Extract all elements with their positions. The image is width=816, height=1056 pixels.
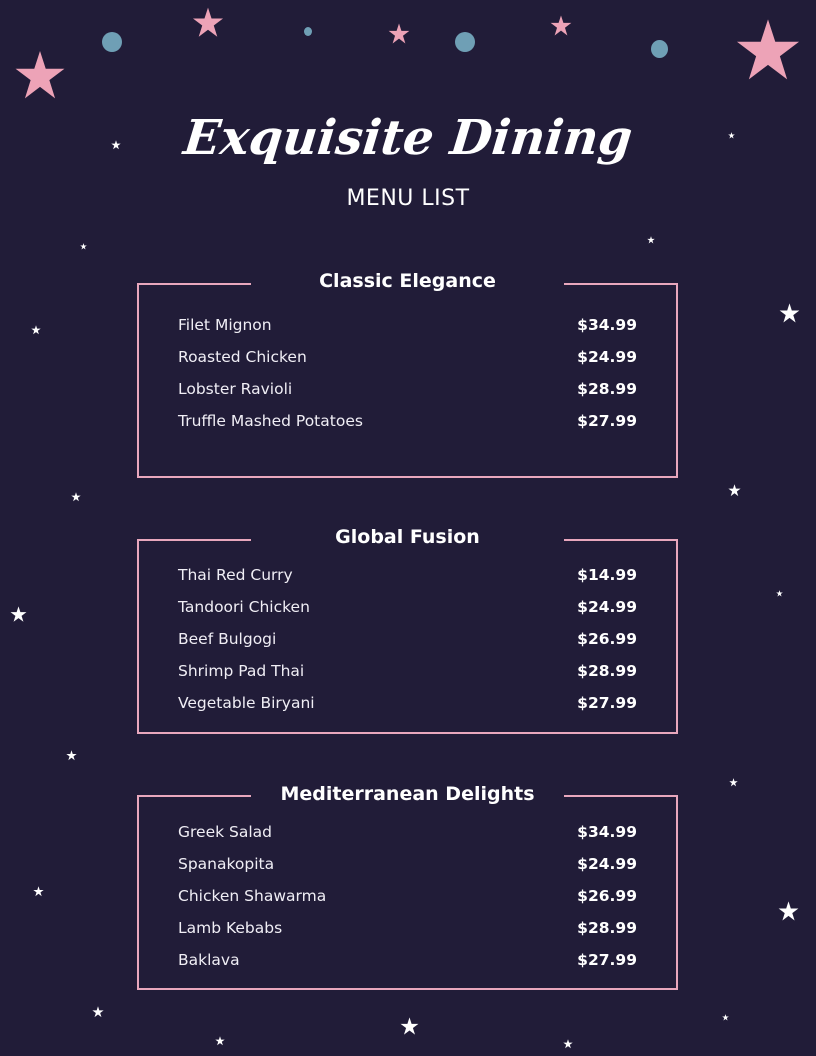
- item-price: $26.99: [577, 630, 637, 648]
- menu-item: [178, 595, 637, 619]
- item-name: Greek Salad: [178, 823, 272, 841]
- menu-item: [178, 884, 637, 908]
- menu-item: [178, 377, 637, 401]
- section-title: Classic Elegance: [319, 270, 496, 292]
- item-price: $27.99: [577, 951, 637, 969]
- blue-dot: [304, 27, 312, 36]
- menu-item: [178, 409, 637, 433]
- pink-star-icon: [192, 7, 224, 39]
- menu-section-classic-elegance: [137, 268, 678, 478]
- item-name: Shrimp Pad Thai: [178, 662, 305, 680]
- white-star-icon: [728, 484, 741, 497]
- white-star-icon: [778, 901, 799, 922]
- pink-star-icon: [550, 15, 572, 37]
- menu-item: [178, 345, 637, 369]
- item-name: Lamb Kebabs: [178, 919, 283, 937]
- white-star-icon: [71, 492, 81, 502]
- item-price: $27.99: [577, 412, 637, 430]
- white-star-icon: [563, 1039, 573, 1049]
- menu-section-mediterranean-delights: [137, 781, 678, 991]
- white-star-icon: [92, 1006, 104, 1018]
- item-price: $27.99: [577, 694, 637, 712]
- item-price: $14.99: [577, 566, 637, 584]
- menu-item: [178, 948, 637, 972]
- item-price: $26.99: [577, 887, 637, 905]
- menu-item: [178, 691, 637, 715]
- menu-item: [178, 852, 637, 876]
- white-star-icon: [10, 606, 27, 623]
- menu-item: [178, 313, 637, 337]
- item-name: Beef Bulgogi: [178, 630, 277, 648]
- item-price: $34.99: [577, 823, 637, 841]
- item-name: Vegetable Biryani: [178, 694, 315, 712]
- item-name: Thai Red Curry: [178, 566, 293, 584]
- menu-item: [178, 916, 637, 940]
- white-star-icon: [779, 303, 800, 324]
- item-name: Baklava: [178, 951, 240, 969]
- item-price: $28.99: [577, 919, 637, 937]
- section-title: Mediterranean Delights: [280, 783, 535, 805]
- item-name: Roasted Chicken: [178, 348, 307, 366]
- white-star-icon: [400, 1017, 419, 1036]
- pink-star-icon: [388, 23, 410, 45]
- item-price: $28.99: [577, 662, 637, 680]
- pink-star-icon: [735, 18, 801, 84]
- item-price: $24.99: [577, 855, 637, 873]
- page-title: Exquisite Dining: [181, 110, 635, 166]
- menu-item: [178, 659, 637, 683]
- item-name: Spanakopita: [178, 855, 275, 873]
- item-name: Chicken Shawarma: [178, 887, 327, 905]
- section-title: Global Fusion: [335, 526, 480, 548]
- menu-item: [178, 820, 637, 844]
- item-price: $28.99: [577, 380, 637, 398]
- blue-dot: [102, 32, 122, 52]
- blue-dot: [455, 32, 475, 52]
- white-star-icon: [729, 778, 738, 787]
- white-star-icon: [722, 1014, 729, 1021]
- white-star-icon: [33, 886, 44, 897]
- item-name: Lobster Ravioli: [178, 380, 293, 398]
- white-star-icon: [31, 325, 41, 335]
- item-name: Tandoori Chicken: [178, 598, 310, 616]
- white-star-icon: [215, 1036, 225, 1046]
- menu-item: [178, 627, 637, 651]
- item-price: $24.99: [577, 348, 637, 366]
- item-name: Truffle Mashed Potatoes: [178, 412, 363, 430]
- menu-item: [178, 563, 637, 587]
- page-subtitle: MENU LIST: [346, 186, 470, 211]
- menu-section-global-fusion: [137, 524, 678, 734]
- item-name: Filet Mignon: [178, 316, 272, 334]
- item-price: $34.99: [577, 316, 637, 334]
- white-star-icon: [80, 243, 87, 250]
- white-star-icon: [776, 590, 783, 597]
- pink-star-icon: [14, 50, 66, 102]
- white-star-icon: [66, 750, 77, 761]
- blue-dot: [651, 40, 668, 58]
- white-star-icon: [647, 236, 655, 244]
- item-price: $24.99: [577, 598, 637, 616]
